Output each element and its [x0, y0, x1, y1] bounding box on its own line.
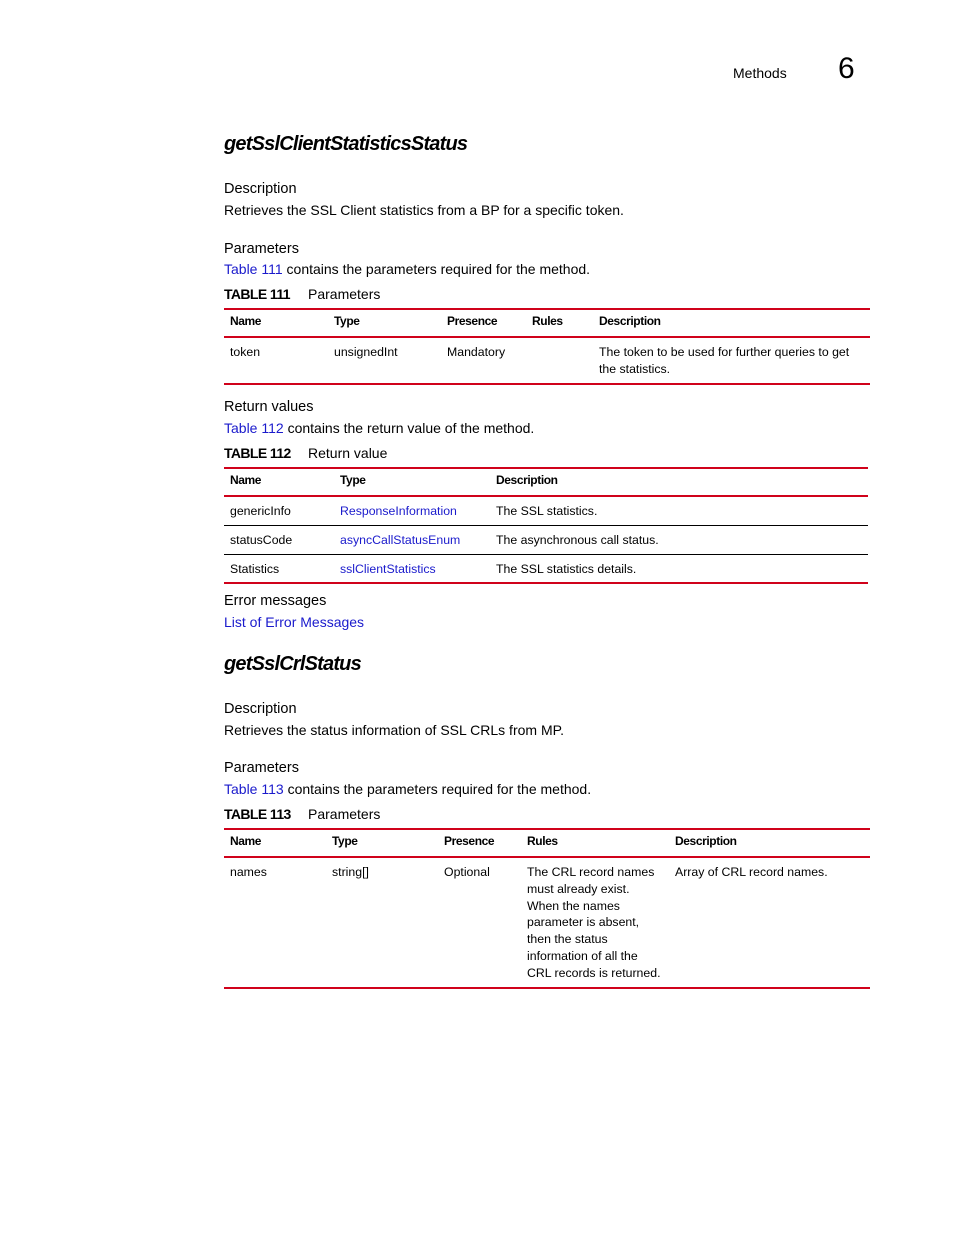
table-row: [224, 554, 868, 583]
cell-rules: [526, 337, 593, 384]
table-113-caption: [224, 806, 380, 822]
cell-type: string[]: [332, 865, 369, 879]
column-header-name: Name: [230, 473, 262, 487]
table-header-row: [224, 468, 868, 496]
section-heading-getsslclientstatisticsstatus: getSslClientStatisticsStatus: [224, 133, 468, 155]
table-111-label: TABLE 111: [224, 286, 290, 302]
table-112-title: Return value: [308, 445, 388, 461]
column-header-type: Type: [332, 834, 358, 848]
cell-type-link[interactable]: ResponseInformation: [340, 504, 457, 518]
parameters-label: Parameters: [224, 241, 299, 257]
table-112: [224, 467, 868, 584]
cell-description: The token to be used for further queries to get the statistics.: [599, 345, 850, 376]
table-row: [224, 337, 870, 384]
table-111-title: Parameters: [308, 286, 381, 302]
table-row: [224, 496, 868, 525]
cell-name: genericInfo: [230, 504, 291, 518]
column-header-description: Description: [675, 834, 737, 848]
cell-description: Array of CRL record names.: [675, 865, 828, 879]
column-header-type: Type: [340, 473, 366, 487]
parameters-sentence-text: contains the parameters required for the method.: [282, 261, 591, 277]
cell-name: statusCode: [230, 532, 293, 547]
table-113-title: Parameters: [308, 806, 381, 822]
table-row: [224, 525, 868, 554]
cell-type-link[interactable]: asyncCallStatusEnum: [340, 532, 461, 547]
cell-presence: Mandatory: [447, 345, 506, 359]
header-section-title: Methods: [733, 65, 787, 81]
description-text: Retrieves the SSL Client statistics from a BP for a specific token.: [224, 202, 624, 218]
table-112-caption: [224, 445, 387, 461]
column-header-rules: Rules: [527, 834, 558, 848]
header-chapter-number: 6: [838, 52, 855, 85]
table-row: [224, 857, 870, 988]
cell-name: names: [230, 865, 267, 879]
column-header-presence: Presence: [444, 834, 495, 848]
table-111-link[interactable]: Table 111: [224, 261, 283, 277]
parameters-sentence-text: contains the parameters required for the method.: [283, 781, 592, 797]
cell-name: Statistics: [230, 561, 280, 576]
description-label: Description: [224, 181, 297, 197]
column-header-presence: Presence: [447, 314, 498, 328]
table-112-label: TABLE 112: [224, 445, 291, 461]
cell-description: The SSL statistics.: [496, 504, 598, 518]
parameters-label: Parameters: [224, 760, 299, 776]
table-header-row: [224, 829, 870, 857]
cell-presence: Optional: [444, 865, 490, 879]
cell-type-link[interactable]: sslClientStatistics: [340, 561, 436, 576]
table-113-label: TABLE 113: [224, 806, 291, 822]
section-heading-getsslcrlstatus: getSslCrlStatus: [224, 653, 361, 675]
cell-description: The SSL statistics details.: [496, 561, 637, 576]
cell-rules: The CRL record names must already exist. When the names parameter is absent, then the status information of all the CRL records is returned.: [527, 865, 661, 980]
description-text: Retrieves the status information of SSL CRLs from MP.: [224, 722, 565, 738]
parameters-sentence: [224, 261, 590, 277]
return-values-sentence-text: contains the return value of the method.: [283, 420, 535, 436]
description-label: Description: [224, 701, 297, 717]
return-values-label: Return values: [224, 399, 314, 415]
error-messages-label: Error messages: [224, 593, 327, 609]
table-111: [224, 308, 870, 385]
column-header-name: Name: [230, 314, 262, 328]
column-header-name: Name: [230, 834, 262, 848]
column-header-type: Type: [334, 314, 360, 328]
cell-description: The asynchronous call status.: [496, 532, 659, 547]
table-112-link[interactable]: Table 112: [224, 420, 284, 436]
column-header-description: Description: [599, 314, 661, 328]
cell-type: unsignedInt: [334, 345, 398, 359]
table-header-row: [224, 309, 870, 337]
table-113-link[interactable]: Table 113: [224, 781, 284, 797]
column-header-description: Description: [496, 473, 558, 487]
cell-name: token: [230, 345, 261, 359]
table-113: [224, 828, 870, 989]
error-messages-link[interactable]: List of Error Messages: [224, 614, 365, 630]
column-header-rules: Rules: [532, 314, 563, 328]
table-111-caption: [224, 286, 380, 302]
return-values-sentence: [224, 420, 534, 436]
parameters-sentence: [224, 781, 591, 797]
